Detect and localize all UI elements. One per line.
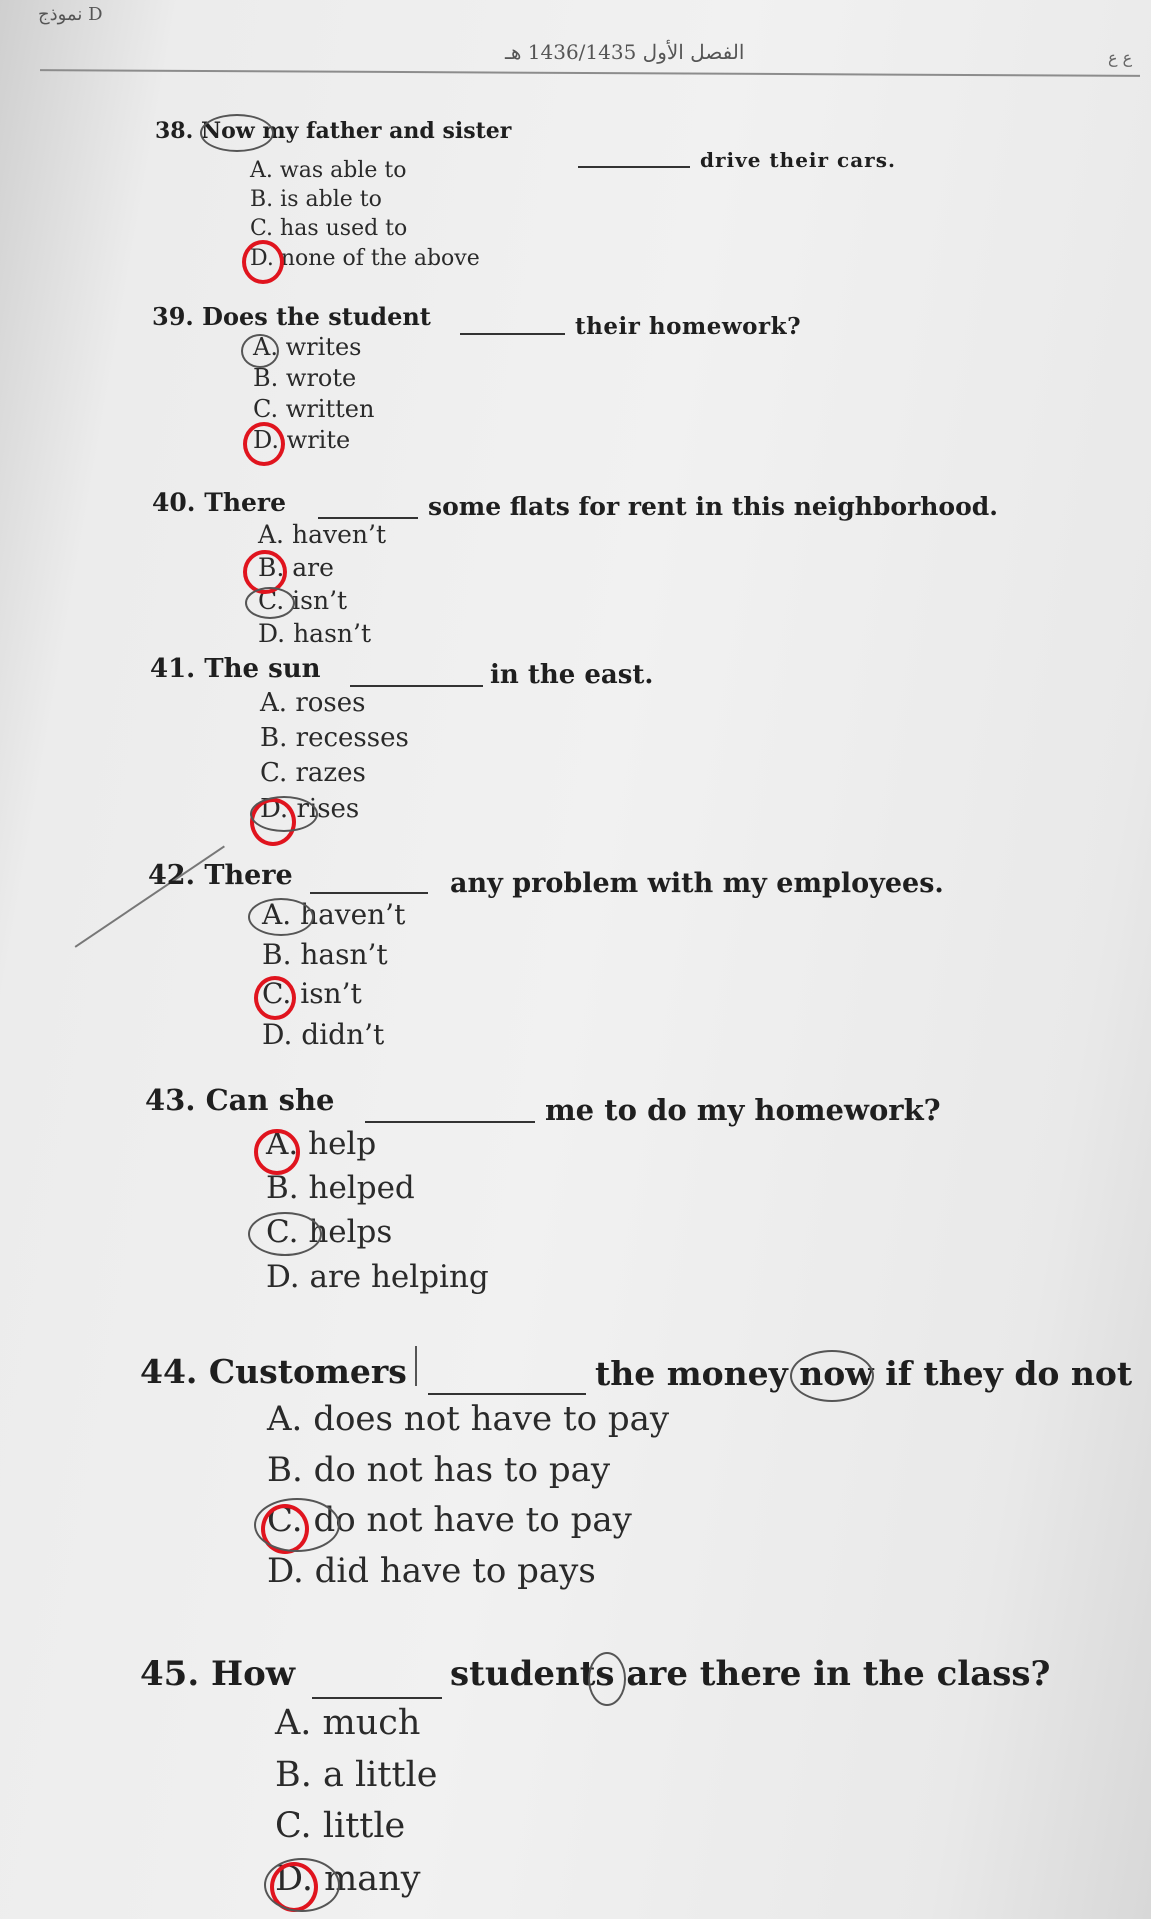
- option-c[interactable]: C. little: [275, 1806, 406, 1846]
- option-b[interactable]: B. a little: [275, 1755, 438, 1795]
- question-number: 38.: [155, 118, 194, 144]
- answer-blank: [312, 1697, 442, 1699]
- question-number: 40.: [152, 488, 196, 517]
- answer-blank: [350, 685, 483, 687]
- option-a[interactable]: A. roses: [260, 688, 366, 718]
- option-a[interactable]: A. help: [266, 1126, 377, 1162]
- question-text-before: There: [204, 488, 286, 517]
- option-d[interactable]: D. hasn’t: [258, 619, 371, 648]
- question-text-after: drive their cars.: [700, 148, 896, 172]
- answer-mark-circle: [242, 240, 284, 284]
- model-label: نموذج D: [38, 4, 103, 25]
- question-number: 43.: [145, 1083, 196, 1117]
- question-text-before: Customers: [208, 1352, 407, 1391]
- question-stem: [152, 302, 431, 331]
- pencil-bracket: [405, 1346, 417, 1386]
- answer-blank: [428, 1393, 586, 1395]
- question-stem: [140, 1654, 295, 1694]
- question-text-after: students are there in the class?: [450, 1654, 1051, 1694]
- option-b[interactable]: B. are: [258, 553, 334, 582]
- question-stem: [145, 1083, 334, 1117]
- option-b[interactable]: B. helped: [266, 1170, 415, 1206]
- question-number: 42.: [148, 860, 195, 891]
- option-b[interactable]: B. hasn’t: [262, 938, 388, 971]
- option-a[interactable]: A. writes: [253, 333, 362, 361]
- option-a[interactable]: A. haven’t: [262, 898, 406, 931]
- answer-mark-circle: [254, 1129, 300, 1175]
- pencil-circle: [790, 1350, 874, 1402]
- question-stem: [150, 654, 321, 684]
- option-b[interactable]: B. do not has to pay: [267, 1450, 611, 1490]
- pencil-circle: [264, 1858, 340, 1912]
- question-text-after: in the east.: [490, 660, 654, 690]
- option-c[interactable]: C. helps: [266, 1214, 393, 1250]
- question-number: 39.: [152, 302, 194, 331]
- question-text-before: Can she: [205, 1083, 335, 1117]
- pencil-circle: [588, 1652, 626, 1706]
- question-text-before: The sun: [204, 654, 321, 684]
- option-c[interactable]: C. isn’t: [262, 977, 362, 1010]
- corner-text: ع ع: [1108, 48, 1133, 67]
- question-text-before: Does the student: [202, 302, 431, 331]
- pencil-circle: [241, 334, 279, 368]
- option-d[interactable]: D. didn’t: [262, 1018, 385, 1051]
- option-c[interactable]: C. razes: [260, 758, 366, 788]
- option-b[interactable]: B. is able to: [250, 187, 382, 212]
- answer-blank: [365, 1121, 535, 1123]
- option-c[interactable]: C. do not have to pay: [267, 1500, 632, 1540]
- question-stem: [152, 488, 286, 517]
- question-text-after: their homework?: [575, 313, 802, 340]
- option-d[interactable]: D. did have to pays: [267, 1551, 596, 1591]
- option-d[interactable]: D. many: [275, 1859, 421, 1899]
- question-stem: [140, 1352, 407, 1391]
- option-a[interactable]: A. much: [275, 1703, 421, 1743]
- pencil-circle: [200, 114, 274, 152]
- question-number: 44.: [140, 1352, 198, 1391]
- option-c[interactable]: C. has used to: [250, 216, 408, 241]
- question-number: 45.: [140, 1654, 200, 1694]
- pencil-circle: [254, 1498, 340, 1552]
- pencil-circle: [248, 1212, 322, 1256]
- term-label: الفصل الأول 1436/1435 هـ: [505, 40, 745, 64]
- answer-blank: [318, 517, 418, 519]
- option-d[interactable]: D. none of the above: [250, 246, 480, 271]
- option-c[interactable]: C. isn’t: [258, 586, 348, 615]
- answer-blank: [578, 166, 690, 168]
- question-text-before: There: [204, 860, 293, 891]
- option-b[interactable]: B. recesses: [260, 723, 409, 753]
- question-text-after: any problem with my employees.: [450, 868, 944, 899]
- question-text-after: the money now if they do not: [595, 1354, 1133, 1393]
- question-stem: [148, 860, 293, 891]
- answer-blank: [460, 333, 565, 335]
- option-a[interactable]: A. does not have to pay: [267, 1399, 670, 1439]
- option-a[interactable]: A. was able to: [250, 158, 407, 183]
- option-d[interactable]: D. write: [253, 426, 351, 454]
- option-a[interactable]: A. haven’t: [258, 520, 386, 549]
- question-text-before: Now my father and sister: [200, 118, 512, 144]
- pencil-circle: [248, 898, 314, 936]
- option-d[interactable]: D. rises: [260, 794, 360, 824]
- answer-mark-circle: [243, 422, 285, 466]
- header-divider: [40, 69, 1140, 77]
- option-d[interactable]: D. are helping: [266, 1259, 489, 1295]
- pencil-circle: [245, 587, 295, 619]
- answer-mark-circle: [254, 976, 296, 1020]
- question-text-after: some flats for rent in this neighborhood.: [428, 492, 998, 521]
- option-c[interactable]: C. written: [253, 395, 375, 423]
- question-text-before: How: [211, 1654, 296, 1694]
- pencil-circle: [250, 796, 318, 832]
- answer-blank: [310, 892, 428, 894]
- question-number: 41.: [150, 654, 196, 684]
- option-b[interactable]: B. wrote: [253, 364, 357, 392]
- question-text-after: me to do my homework?: [545, 1093, 941, 1127]
